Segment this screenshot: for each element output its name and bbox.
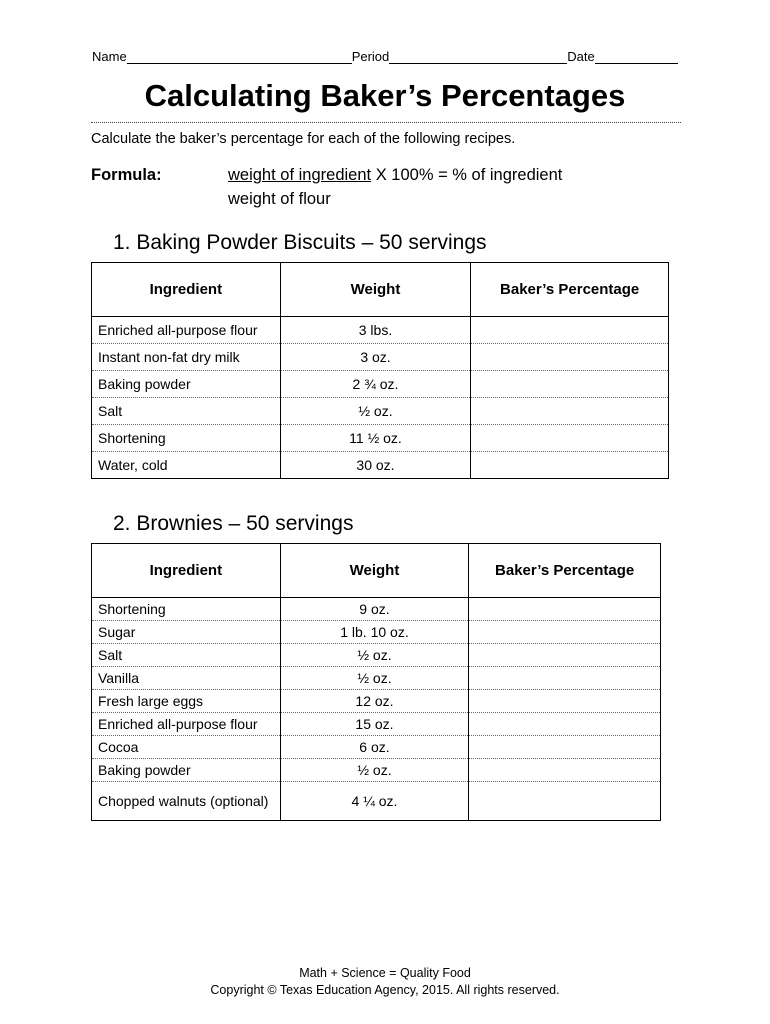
table-row <box>92 317 669 344</box>
percentage-answer-cell[interactable] <box>469 759 661 782</box>
weight-header: Weight <box>280 544 469 598</box>
percentage-answer-cell[interactable] <box>469 690 661 713</box>
ingredient-cell: Vanilla <box>92 667 281 690</box>
table-row <box>92 690 661 713</box>
weight-cell: 1 lb. 10 oz. <box>280 621 469 644</box>
weight-cell: 15 oz. <box>280 713 469 736</box>
weight-cell: ½ oz. <box>280 398 471 425</box>
name-label: Name <box>92 49 127 64</box>
percentage-answer-cell[interactable] <box>471 425 669 452</box>
ingredient-cell: Shortening <box>92 598 281 621</box>
footer-slogan: Math + Science = Quality Food <box>299 966 471 980</box>
ingredient-cell: Enriched all-purpose flour <box>92 713 281 736</box>
percentage-header: Baker’s Percentage <box>471 263 669 317</box>
formula-numerator: weight of ingredient <box>228 166 372 184</box>
weight-header: Weight <box>280 263 471 317</box>
ingredient-header: Ingredient <box>92 263 281 317</box>
ingredient-cell: Salt <box>92 398 281 425</box>
table-row <box>92 452 669 479</box>
table-row <box>92 759 661 782</box>
footer-copyright: Copyright © Texas Education Agency, 2015. All rights reserved. <box>210 983 560 997</box>
student-info-header <box>92 46 678 64</box>
table-row <box>92 425 669 452</box>
weight-cell: 6 oz. <box>280 736 469 759</box>
weight-cell: 11 ½ oz. <box>280 425 471 452</box>
recipe1-title: 1. Baking Powder Biscuits – 50 servings <box>113 231 487 254</box>
period-field-line[interactable] <box>389 49 567 64</box>
table-row <box>92 644 661 667</box>
recipe1-table <box>91 262 669 479</box>
table-row <box>92 782 661 821</box>
ingredient-cell: Salt <box>92 644 281 667</box>
weight-cell: ½ oz. <box>280 644 469 667</box>
page-footer <box>0 965 770 999</box>
table-row <box>92 713 661 736</box>
table-row <box>92 667 661 690</box>
table-row <box>92 598 661 621</box>
weight-cell: 3 lbs. <box>280 317 471 344</box>
percentage-header: Baker’s Percentage <box>469 544 661 598</box>
ingredient-cell: Instant non-fat dry milk <box>92 344 281 371</box>
percentage-answer-cell[interactable] <box>471 344 669 371</box>
table-header-row <box>92 544 661 598</box>
table-header-row <box>92 263 669 317</box>
page-title: Calculating Baker’s Percentages <box>144 78 626 113</box>
ingredient-cell: Baking powder <box>92 759 281 782</box>
formula-expression <box>228 166 562 185</box>
ingredient-cell: Cocoa <box>92 736 281 759</box>
formula-denominator: weight of flour <box>228 190 331 208</box>
ingredient-header: Ingredient <box>92 544 281 598</box>
weight-cell: ½ oz. <box>280 667 469 690</box>
recipe2-table <box>91 543 661 821</box>
percentage-answer-cell[interactable] <box>469 667 661 690</box>
percentage-answer-cell[interactable] <box>471 398 669 425</box>
ingredient-cell: Water, cold <box>92 452 281 479</box>
period-label: Period <box>351 49 390 64</box>
formula-operation: X 100% = % of ingredient <box>371 166 563 184</box>
table-row <box>92 344 669 371</box>
table-row <box>92 371 669 398</box>
weight-cell: 2 ¾ oz. <box>280 371 471 398</box>
date-label: Date <box>567 49 595 64</box>
percentage-answer-cell[interactable] <box>471 452 669 479</box>
table-row <box>92 398 669 425</box>
title-divider <box>91 122 681 123</box>
ingredient-cell: Baking powder <box>92 371 281 398</box>
percentage-answer-cell[interactable] <box>469 644 661 667</box>
name-field-line[interactable] <box>127 49 352 64</box>
formula-label: Formula: <box>91 166 162 184</box>
percentage-answer-cell[interactable] <box>469 598 661 621</box>
weight-cell: 4 ¼ oz. <box>280 782 469 821</box>
table-row <box>92 621 661 644</box>
weight-cell: 12 oz. <box>280 690 469 713</box>
ingredient-cell: Enriched all-purpose flour <box>92 317 281 344</box>
weight-cell: ½ oz. <box>280 759 469 782</box>
ingredient-cell: Chopped walnuts (optional) <box>92 782 281 821</box>
recipe2-title: 2. Brownies – 50 servings <box>113 512 354 535</box>
instructions: Calculate the baker’s percentage for each of the following recipes. <box>91 131 516 147</box>
percentage-answer-cell[interactable] <box>469 621 661 644</box>
weight-cell: 30 oz. <box>280 452 471 479</box>
percentage-answer-cell[interactable] <box>471 317 669 344</box>
weight-cell: 3 oz. <box>280 344 471 371</box>
date-field-line[interactable] <box>595 49 678 64</box>
percentage-answer-cell[interactable] <box>471 371 669 398</box>
percentage-answer-cell[interactable] <box>469 736 661 759</box>
weight-cell: 9 oz. <box>280 598 469 621</box>
percentage-answer-cell[interactable] <box>469 713 661 736</box>
ingredient-cell: Shortening <box>92 425 281 452</box>
table-row <box>92 736 661 759</box>
percentage-answer-cell[interactable] <box>469 782 661 821</box>
ingredient-cell: Fresh large eggs <box>92 690 281 713</box>
ingredient-cell: Sugar <box>92 621 281 644</box>
